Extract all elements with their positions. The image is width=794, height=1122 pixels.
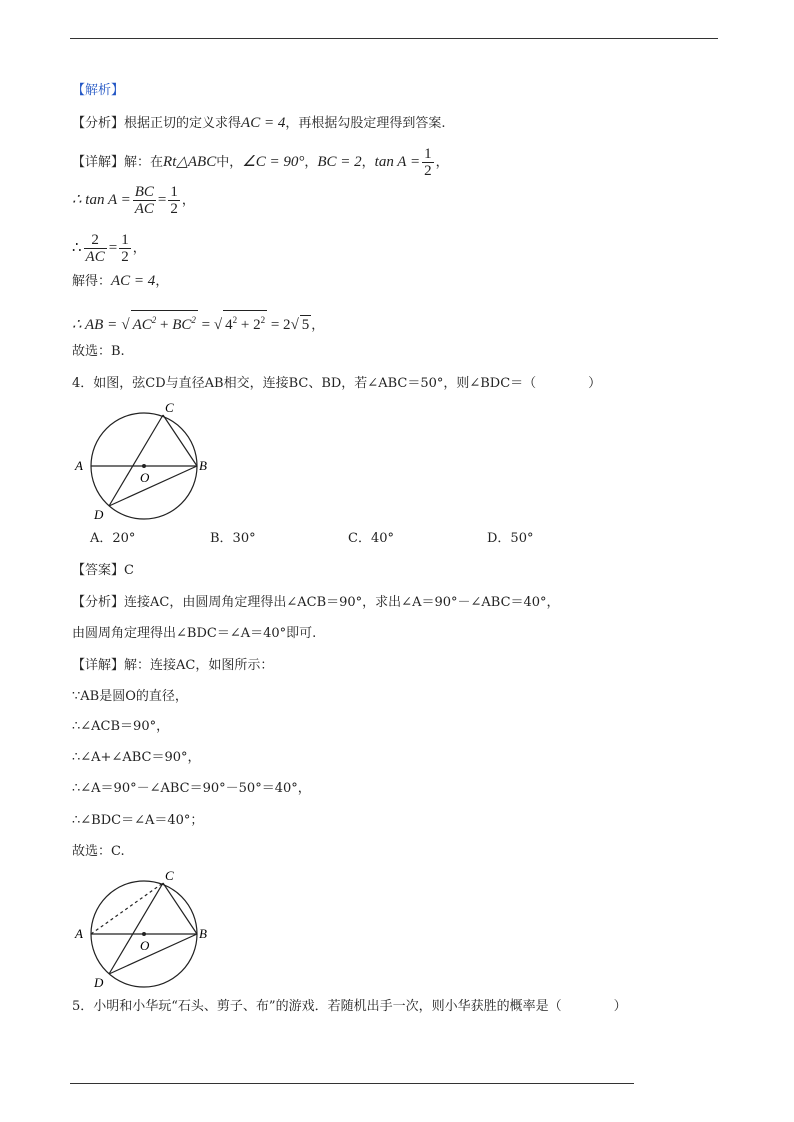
answer-tag: 【答案】	[72, 563, 125, 578]
q4-answer-line	[72, 562, 134, 580]
label-o: O	[140, 470, 150, 485]
analysis-tag: 【解析】	[72, 83, 125, 98]
q3-step2-eq: =	[108, 240, 118, 256]
q3-step4-radical-1: $AC^2 + BC^2$	[131, 310, 198, 334]
label-c-2: C	[165, 868, 174, 883]
q3-step1-half: $\frac{1}{2}$	[170, 184, 178, 217]
q4-detail-2: ∵AB是圆O的直径，	[72, 689, 188, 704]
top-rule	[70, 38, 718, 39]
q3-step3-line	[72, 272, 168, 291]
q3-detail-tan: tan A =	[374, 154, 421, 170]
q3-step4-radical-2: $4^2 + 2^2$	[223, 310, 267, 334]
option-d: D．50°	[487, 531, 534, 546]
option-b: B．30°	[210, 531, 256, 546]
label-o-2: O	[140, 938, 150, 953]
q3-fenxi-text-2: ，再根据勾股定理得到答案.	[285, 116, 446, 131]
q3-fenxi-math: AC = 4	[241, 115, 286, 131]
label-b: B	[199, 458, 207, 473]
q3-step4-prefix: ∴ AB =	[72, 317, 118, 333]
label-d: D	[94, 507, 104, 522]
label-a-2: A	[75, 926, 83, 941]
q4-figure-1	[72, 398, 222, 528]
q5-question: 5．小明和小华玩“石头、剪子、布”的游戏．若随机出手一次，则小华获胜的概率是（ ）	[72, 999, 627, 1014]
option-c: C．40°	[348, 531, 394, 546]
q3-step2-prefix: ∴	[72, 240, 82, 256]
q3-detail-sep2: ，	[361, 155, 375, 170]
label-c: C	[165, 400, 174, 415]
q3-detail-line	[72, 146, 449, 179]
q3-choose: 故选：B.	[72, 344, 125, 359]
q3-step2-line	[72, 232, 146, 265]
fenxi-tag-2: 【分析】	[72, 595, 125, 610]
label-a: A	[75, 458, 83, 473]
label-b-2: B	[199, 926, 207, 941]
q3-step3-math: AC = 4	[111, 273, 156, 289]
q3-step4-eq2: = 2	[267, 317, 291, 333]
q4-fenxi-2: 由圆周角定理得出∠BDC＝∠A＝40°即可.	[72, 626, 317, 641]
q4-question: 4．如图，弦CD与直径AB相交，连接BC、BD，若∠ABC＝50°，则∠BDC＝（ ）	[72, 376, 602, 391]
q3-step2-end: ，	[132, 241, 146, 256]
option-a: A．20°	[90, 531, 136, 546]
sqrt-symbol-3: √	[290, 317, 299, 333]
q3-step4-end: ，	[311, 318, 325, 333]
xiangjie-tag: 【详解】	[72, 155, 125, 170]
q3-step4-eq1: =	[197, 317, 214, 333]
q3-frac-half: $\frac{1}{2}$	[424, 146, 432, 179]
q3-step1-end: ，	[181, 193, 195, 208]
q3-detail-bc: BC = 2	[317, 154, 362, 170]
fenxi-tag: 【分析】	[72, 116, 125, 131]
xiangjie-tag-2: 【详解】	[72, 658, 125, 673]
q3-step1-prefix: ∴ tan A =	[72, 192, 131, 208]
q4-detail-5: ∴∠A＝90°－∠ABC＝90°－50°＝40°，	[72, 781, 311, 796]
q3-detail-angle: ∠C = 90°	[242, 154, 305, 170]
q4-fenxi-1: 连接AC，由圆周角定理得出∠ACB＝90°，求出∠A＝90°－∠ABC＝40°，	[124, 595, 560, 610]
q3-step1-line	[72, 184, 195, 217]
q3-step4-line	[72, 310, 324, 335]
q3-detail-sep1: ，	[304, 155, 318, 170]
q3-step3-text: 解得：	[72, 274, 112, 289]
q3-detail-rt: Rt△ABC	[163, 154, 217, 170]
q3-detail-text-1: 解：在	[124, 155, 164, 170]
q3-fenxi-line	[72, 114, 445, 133]
q4-answer: C	[124, 563, 134, 578]
q4-detail-line-1	[72, 657, 273, 675]
q4-detail-3: ∴∠ACB＝90°，	[72, 719, 170, 734]
q4-detail-1: 解：连接AC，如图所示：	[124, 658, 274, 673]
q3-detail-end: ，	[435, 155, 449, 170]
q3-step2-frac: $\frac{2}{AC}$	[85, 232, 105, 265]
q3-step1-eq: =	[157, 192, 167, 208]
q3-step1-frac: $\frac{BC}{AC}$	[134, 184, 154, 217]
sqrt-symbol-2: √	[213, 317, 223, 333]
bottom-rule	[70, 1083, 634, 1084]
label-d-2: D	[94, 975, 104, 990]
q4-figure-2	[72, 866, 222, 996]
q3-step4-radical-3: 5	[301, 317, 310, 333]
sqrt-symbol-1: √	[121, 317, 130, 333]
q3-step2-half: $\frac{1}{2}$	[121, 232, 129, 265]
q4-detail-6: ∴∠BDC＝∠A＝40°；	[72, 813, 204, 828]
q3-step3-end: ，	[155, 274, 169, 289]
q4-fenxi-line-1	[72, 594, 560, 612]
q3-detail-text-2: 中，	[216, 155, 243, 170]
q4-choose: 故选：C.	[72, 844, 125, 859]
q3-fenxi-text-1: 根据正切的定义求得	[124, 116, 242, 131]
q4-detail-4: ∴∠A+∠ABC＝90°，	[72, 750, 201, 765]
